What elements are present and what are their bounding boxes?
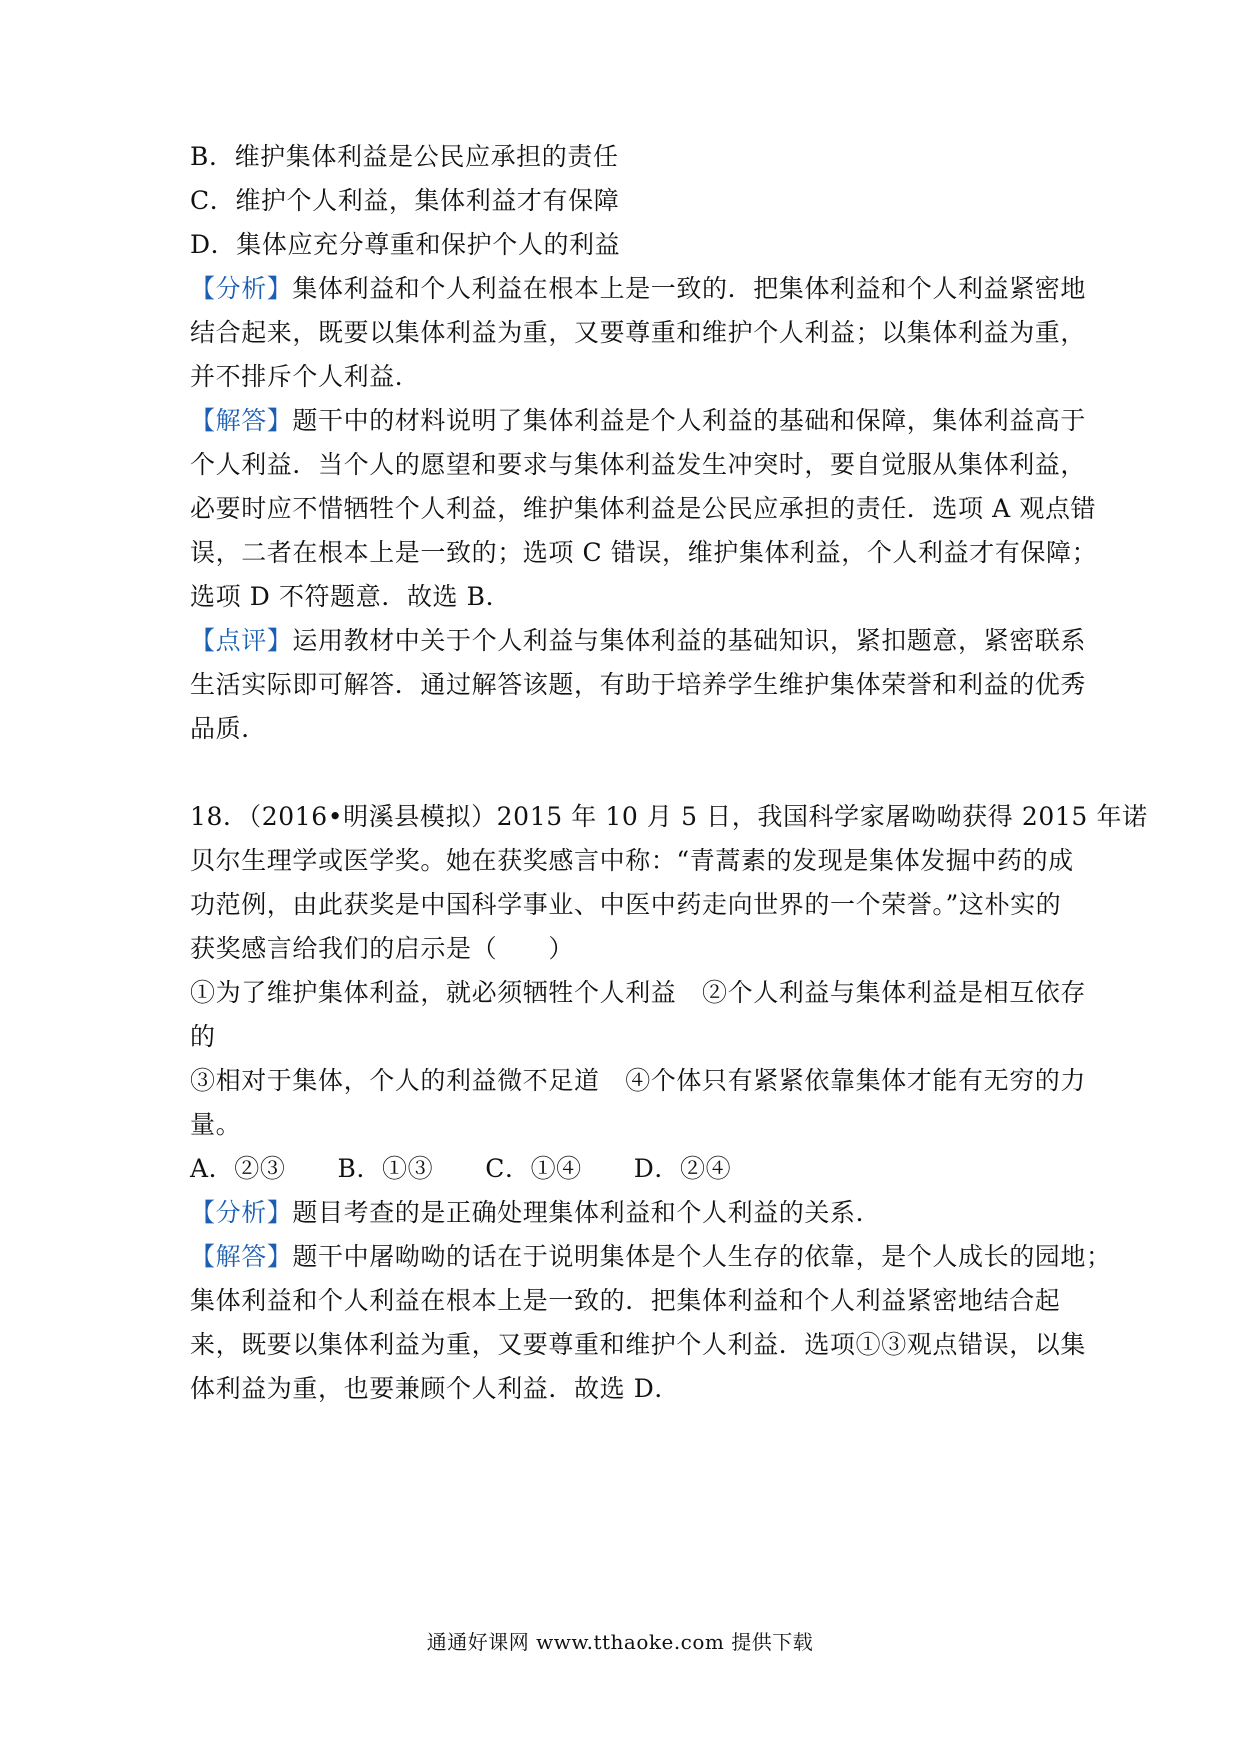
option-c: C．维护个人利益，集体利益才有保障: [190, 186, 620, 215]
answer-text: 个人利益．当个人的愿望和要求与集体利益发生冲突时，要自觉服从集体利益，: [190, 450, 1087, 479]
answer-text: 题干中的材料说明了集体利益是个人利益的基础和保障，集体利益高于: [292, 406, 1087, 435]
analysis-text: 集体利益和个人利益在根本上是一致的．把集体利益和个人利益紧密地: [292, 274, 1087, 303]
analysis-paragraph-line: [190, 272, 1087, 306]
choice-c: C．①④: [485, 1154, 582, 1183]
answer-paragraph-line: [190, 1240, 1112, 1274]
statement-line: 量。: [190, 1110, 242, 1139]
choice-a: A．②③: [190, 1154, 286, 1183]
analysis-tag: 【分析】: [190, 274, 293, 303]
question-stem: 贝尔生理学或医学奖。她在获奖感言中称：“青蒿素的发现是集体发掘中药的成: [190, 846, 1074, 875]
answer-tag: 【解答】: [190, 406, 293, 435]
comment-text: 生活实际即可解答．通过解答该题，有助于培养学生维护集体荣誉和利益的优秀: [190, 670, 1087, 699]
choice-d: D．②④: [633, 1154, 732, 1183]
analysis-text: 结合起来，既要以集体利益为重，又要尊重和维护个人利益；以集体利益为重，: [190, 318, 1087, 347]
question-stem: 18．（2016•明溪县模拟）2015 年 10 月 5 日，我国科学家屠呦呦获得 2015 年诺: [190, 802, 1148, 831]
answer-text: 误，二者在根本上是一致的；选项 C 错误，维护集体利益，个人利益才有保障；: [190, 538, 1098, 567]
answer-choices: [190, 1152, 1060, 1186]
question-stem: 获奖感言给我们的启示是（ ）: [190, 934, 575, 963]
question-stem: 功范例，由此获奖是中国科学事业、中医中药走向世界的一个荣誉。”这朴实的: [190, 890, 1062, 919]
answer-tag: 【解答】: [190, 1242, 293, 1271]
analysis-text: 并不排斥个人利益．: [190, 362, 421, 391]
page-footer: 通通好课网 www.tthaoke.com 提供下载: [426, 1630, 814, 1654]
answer-text: 体利益为重，也要兼顾个人利益．故选 D．: [190, 1374, 680, 1403]
answer-text: 集体利益和个人利益在根本上是一致的．把集体利益和个人利益紧密地结合起: [190, 1286, 1061, 1315]
answer-text: 来，既要以集体利益为重，又要尊重和维护个人利益．选项①③观点错误，以集: [190, 1330, 1087, 1359]
comment-tag: 【点评】: [190, 626, 293, 655]
analysis-tag: 【分析】: [190, 1198, 293, 1227]
comment-paragraph-line: [190, 624, 1087, 658]
comment-text: 品质．: [190, 714, 267, 743]
option-b: B．维护集体利益是公民应承担的责任: [190, 142, 619, 171]
answer-text: 题干中屠呦呦的话在于说明集体是个人生存的依靠，是个人成长的园地；: [292, 1242, 1112, 1271]
answer-text: 必要时应不惜牺牲个人利益，维护集体利益是公民应承担的责任．选项 A 观点错: [190, 494, 1097, 523]
statement-line: ①为了维护集体利益，就必须牺牲个人利益 ②个人利益与集体利益是相互依存: [190, 978, 1087, 1007]
comment-text: 运用教材中关于个人利益与集体利益的基础知识，紧扣题意，紧密联系: [292, 626, 1087, 655]
analysis-paragraph-line: [190, 1196, 1060, 1230]
option-d: D．集体应充分尊重和保护个人的利益: [190, 230, 621, 259]
answer-text: 选项 D 不符题意．故选 B．: [190, 582, 512, 611]
answer-paragraph-line: [190, 404, 1087, 438]
analysis-text: 题目考查的是正确处理集体利益和个人利益的关系．: [292, 1198, 882, 1227]
choice-b: B．①③: [337, 1154, 434, 1183]
statement-line: 的: [190, 1022, 216, 1051]
statement-line: ③相对于集体，个人的利益微不足道 ④个体只有紧紧依靠集体才能有无穷的力: [190, 1066, 1087, 1095]
